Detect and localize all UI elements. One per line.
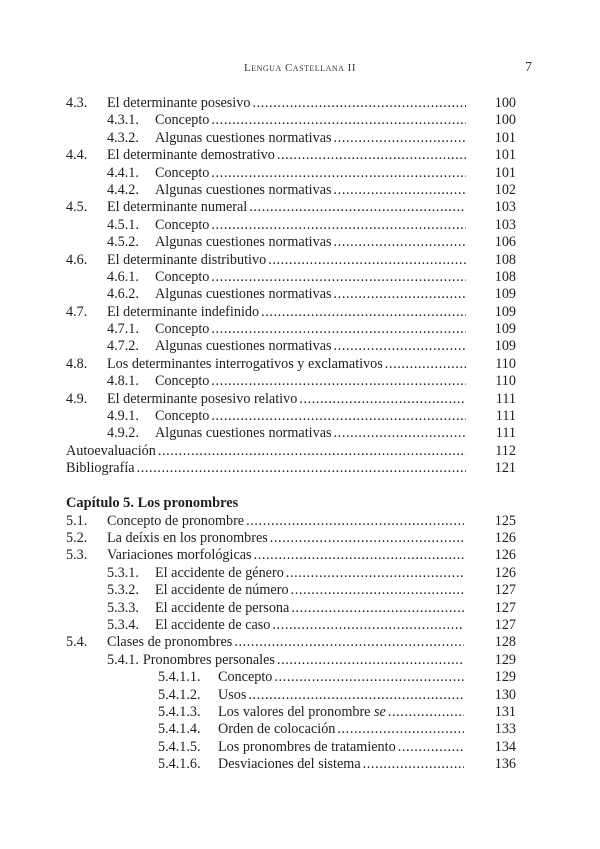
dot-leader (252, 95, 466, 112)
entry-title-text: Algunas cuestiones normativas (155, 425, 332, 442)
dot-leader (272, 617, 464, 634)
entry-title-text: Los valores del pronombre (218, 703, 375, 720)
entry-title (155, 408, 209, 425)
entry-title (155, 582, 289, 599)
entry-number: 4.9.1. (107, 408, 139, 425)
entry-title (107, 252, 266, 269)
entry-title (218, 669, 272, 686)
entry-number: 4.7. (66, 303, 88, 320)
entry-title (155, 165, 209, 182)
entry-number: 4.7.2. (107, 338, 139, 355)
entry-title-italic: se (374, 703, 386, 720)
entry-page: 112 (495, 442, 516, 459)
entry-title-text: Orden de colocación (218, 721, 336, 738)
entry-page: 109 (494, 303, 516, 320)
toc-entry (66, 338, 516, 355)
entry-title (107, 304, 259, 321)
dot-leader (249, 199, 466, 216)
dot-leader (334, 286, 466, 303)
toc-entry (66, 739, 516, 756)
toc-entry (66, 269, 516, 286)
entry-title-text: Usos (218, 686, 247, 703)
dot-leader (137, 460, 466, 477)
toc-entry (66, 408, 516, 425)
dot-leader (334, 130, 466, 147)
entry-title-text: Algunas cuestiones normativas (155, 338, 332, 355)
entry-number: 5.1. (66, 512, 88, 529)
toc-entry (66, 582, 516, 599)
entry-page: 129 (494, 669, 516, 686)
dot-leader (334, 182, 466, 199)
toc-entry (66, 130, 516, 147)
entry-page: 126 (494, 529, 516, 546)
entry-title (155, 286, 332, 303)
entry-number: 4.4. (66, 147, 88, 164)
toc-entry (66, 234, 516, 251)
dot-leader (270, 530, 464, 547)
dot-leader (385, 356, 466, 373)
dot-leader (211, 321, 466, 338)
entry-title (107, 391, 297, 408)
toc-entry (66, 165, 516, 182)
entry-title-text: Concepto (155, 408, 210, 425)
entry-number: 5.4.1. (107, 651, 139, 668)
entry-page: 111 (495, 425, 516, 442)
entry-number: 5.4.1.1. (158, 669, 201, 686)
entry-page: 110 (495, 373, 516, 390)
entry-title (107, 356, 383, 373)
dot-leader (274, 669, 464, 686)
entry-title-text: Los pronombres de tratamiento (218, 738, 396, 755)
entry-title (218, 756, 361, 773)
entry-number: 5.3.1. (107, 564, 139, 581)
entry-page: 103 (494, 216, 516, 233)
toc-section-chapter4 (66, 95, 516, 478)
entry-title-text: El determinante indefinido (107, 303, 260, 320)
entry-number: 5.3.4. (107, 616, 139, 633)
entry-page: 108 (494, 268, 516, 285)
entry-number: 4.6. (66, 251, 88, 268)
entry-title (155, 130, 332, 147)
table-of-contents (66, 95, 516, 773)
entry-title (155, 425, 332, 442)
entry-page: 100 (494, 112, 516, 129)
entry-title-text: Autoevaluación (66, 442, 156, 459)
entry-number: 5.2. (66, 529, 88, 546)
chapter-heading: Capítulo 5. Los pronombres (66, 494, 239, 511)
dot-leader (291, 600, 464, 617)
dot-leader (211, 269, 466, 286)
toc-entry (66, 513, 516, 530)
entry-number: 4.6.2. (107, 286, 139, 303)
entry-page: 100 (494, 95, 516, 111)
dot-leader (268, 252, 466, 269)
entry-title (107, 95, 250, 112)
entry-page: 127 (494, 599, 516, 616)
entry-title (155, 182, 332, 199)
entry-number: 4.3. (66, 95, 88, 111)
entry-page: 103 (494, 199, 516, 216)
entry-number: 5.3.2. (107, 582, 139, 599)
entry-page: 127 (494, 582, 516, 599)
entry-title (107, 513, 244, 530)
entry-page: 109 (494, 321, 516, 338)
entry-page: 129 (494, 651, 516, 668)
entry-title-text: Los determinantes interrogativos y exclamativos (107, 355, 383, 372)
entry-title-text: Bibliografía (66, 460, 135, 477)
dot-leader (211, 165, 466, 182)
toc-section-chapter5 (66, 494, 516, 774)
entry-number: 4.5.2. (107, 234, 139, 251)
dot-leader (291, 582, 464, 599)
entry-number: 4.3.2. (107, 129, 139, 146)
entry-page: 101 (494, 147, 516, 164)
entry-title (155, 338, 332, 355)
entry-title-text: El accidente de género (155, 564, 284, 581)
entry-title (66, 460, 135, 477)
entry-page: 131 (494, 703, 516, 720)
entry-title-text: El determinante demostrativo (107, 147, 275, 164)
toc-entry (66, 286, 516, 303)
toc-entry (66, 687, 516, 704)
entry-title (155, 321, 209, 338)
entry-title (218, 687, 246, 704)
toc-entry (66, 199, 516, 216)
entry-title (107, 547, 252, 564)
dot-leader (388, 704, 464, 721)
entry-title-text: Clases de pronombres (107, 634, 233, 651)
toc-entry (66, 391, 516, 408)
entry-page: 102 (494, 181, 516, 198)
entry-number: 5.4.1.6. (158, 756, 201, 773)
dot-leader (261, 304, 466, 321)
toc-entry (66, 547, 516, 564)
entry-page: 127 (494, 616, 516, 633)
toc-entry (66, 356, 516, 373)
entry-page: 130 (494, 686, 516, 703)
entry-number: 5.3. (66, 547, 88, 564)
entry-title (66, 443, 156, 460)
toc-entry (66, 217, 516, 234)
entry-title-text: La deíxis en los pronombres (107, 529, 268, 546)
entry-title-text: Concepto (155, 112, 210, 129)
entry-title-text: Concepto (155, 373, 210, 390)
entry-page: 128 (494, 634, 516, 651)
entry-page: 109 (494, 286, 516, 303)
entry-page: 101 (494, 129, 516, 146)
entry-title-text: El determinante numeral (107, 199, 248, 216)
toc-entry (66, 530, 516, 547)
entry-title-text: Pronombres personales (142, 651, 275, 668)
entry-number: 4.4.2. (107, 181, 139, 198)
entry-title (107, 530, 268, 547)
entry-page: 126 (494, 564, 516, 581)
dot-leader (234, 634, 464, 651)
entry-title-text: Algunas cuestiones normativas (155, 286, 332, 303)
running-header: Lengua Castellana II (244, 62, 356, 74)
toc-entry (66, 147, 516, 164)
entry-page: 126 (494, 547, 516, 564)
toc-entry (66, 721, 516, 738)
page-number: 7 (525, 60, 532, 75)
entry-page: 109 (494, 338, 516, 355)
toc-entry (66, 252, 516, 269)
entry-number: 4.8.1. (107, 373, 139, 390)
entry-title-text: Concepto (218, 669, 273, 686)
entry-title-text: El determinante posesivo relativo (107, 390, 298, 407)
entry-page: 134 (494, 738, 516, 755)
entry-title (155, 217, 209, 234)
entry-number: 5.4.1.4. (158, 721, 201, 738)
entry-title (218, 739, 396, 756)
entry-page: 133 (494, 721, 516, 738)
toc-entry (66, 704, 516, 721)
dot-leader (299, 391, 466, 408)
entry-title-text: Desviaciones del sistema (218, 756, 361, 773)
toc-entry (66, 182, 516, 199)
entry-number: 4.6.1. (107, 268, 139, 285)
entry-title-text: El determinante distributivo (107, 251, 267, 268)
entry-title-text: Algunas cuestiones normativas (155, 129, 332, 146)
toc-entry (66, 617, 516, 634)
entry-title (107, 199, 247, 216)
entry-page: 106 (494, 234, 516, 251)
entry-title-text: El accidente de caso (155, 616, 271, 633)
entry-page: 110 (495, 355, 516, 372)
entry-title-text: Concepto (155, 164, 210, 181)
entry-title-text: Variaciones morfológicas (107, 547, 252, 564)
entry-title (107, 147, 275, 164)
entry-title (155, 617, 270, 634)
toc-entry (66, 600, 516, 617)
dot-leader (254, 547, 464, 564)
entry-number: 4.5.1. (107, 216, 139, 233)
entry-number: 5.4. (66, 634, 88, 651)
entry-title-text: Concepto de pronombre (107, 512, 245, 529)
toc-entry (66, 443, 516, 460)
entry-title (107, 634, 232, 651)
dot-leader (337, 721, 464, 738)
entry-number: 5.4.1.2. (158, 686, 201, 703)
entry-title-text: El determinante posesivo (107, 95, 251, 111)
toc-entry (66, 652, 516, 669)
entry-title-text: Concepto (155, 321, 210, 338)
entry-title (218, 721, 335, 738)
entry-page: 111 (495, 408, 516, 425)
dot-leader (363, 756, 464, 773)
entry-title (155, 234, 332, 251)
toc-entry (66, 321, 516, 338)
toc-entry (66, 373, 516, 390)
entry-title (155, 600, 289, 617)
entry-title-text: Concepto (155, 216, 210, 233)
entry-title-text: Algunas cuestiones normativas (155, 181, 332, 198)
entry-page: 108 (494, 251, 516, 268)
dot-leader (248, 687, 464, 704)
entry-title-text: Concepto (155, 268, 210, 285)
entry-title-text: El accidente de persona (155, 599, 290, 616)
dot-leader (334, 425, 466, 442)
entry-number: 4.4.1. (107, 164, 139, 181)
dot-leader (334, 234, 466, 251)
entry-number: 4.9.2. (107, 425, 139, 442)
toc-entry (66, 95, 516, 112)
dot-leader (277, 147, 466, 164)
toc-entry (66, 669, 516, 686)
entry-title-text: El accidente de número (155, 582, 289, 599)
entry-page: 136 (494, 756, 516, 773)
toc-entry (66, 460, 516, 477)
entry-title (155, 373, 209, 390)
dot-leader (211, 373, 466, 390)
dot-leader (211, 408, 466, 425)
entry-title (155, 112, 209, 129)
dot-leader (334, 338, 466, 355)
dot-leader (286, 565, 464, 582)
dot-leader (158, 443, 466, 460)
toc-entry (66, 112, 516, 129)
dot-leader (246, 513, 464, 530)
dot-leader (398, 739, 464, 756)
entry-page: 111 (495, 390, 516, 407)
entry-title (218, 704, 386, 721)
entry-title-text: Algunas cuestiones normativas (155, 234, 332, 251)
dot-leader (211, 112, 466, 129)
toc-entry (66, 304, 516, 321)
entry-page: 121 (494, 460, 516, 477)
toc-entry (66, 425, 516, 442)
toc-entry (66, 756, 516, 773)
entry-title (143, 652, 275, 669)
dot-leader (211, 217, 466, 234)
entry-number: 5.4.1.3. (158, 703, 201, 720)
entry-page: 125 (494, 512, 516, 529)
dot-leader (277, 652, 464, 669)
entry-number: 4.8. (66, 355, 88, 372)
toc-entry (66, 634, 516, 651)
entry-number: 4.5. (66, 199, 88, 216)
entry-number: 5.4.1.5. (158, 738, 201, 755)
toc-entry (66, 565, 516, 582)
entry-number: 4.9. (66, 390, 88, 407)
entry-title (155, 565, 284, 582)
entry-number: 4.7.1. (107, 321, 139, 338)
entry-number: 4.3.1. (107, 112, 139, 129)
entry-page: 101 (494, 164, 516, 181)
entry-title (155, 269, 209, 286)
entry-number: 5.3.3. (107, 599, 139, 616)
